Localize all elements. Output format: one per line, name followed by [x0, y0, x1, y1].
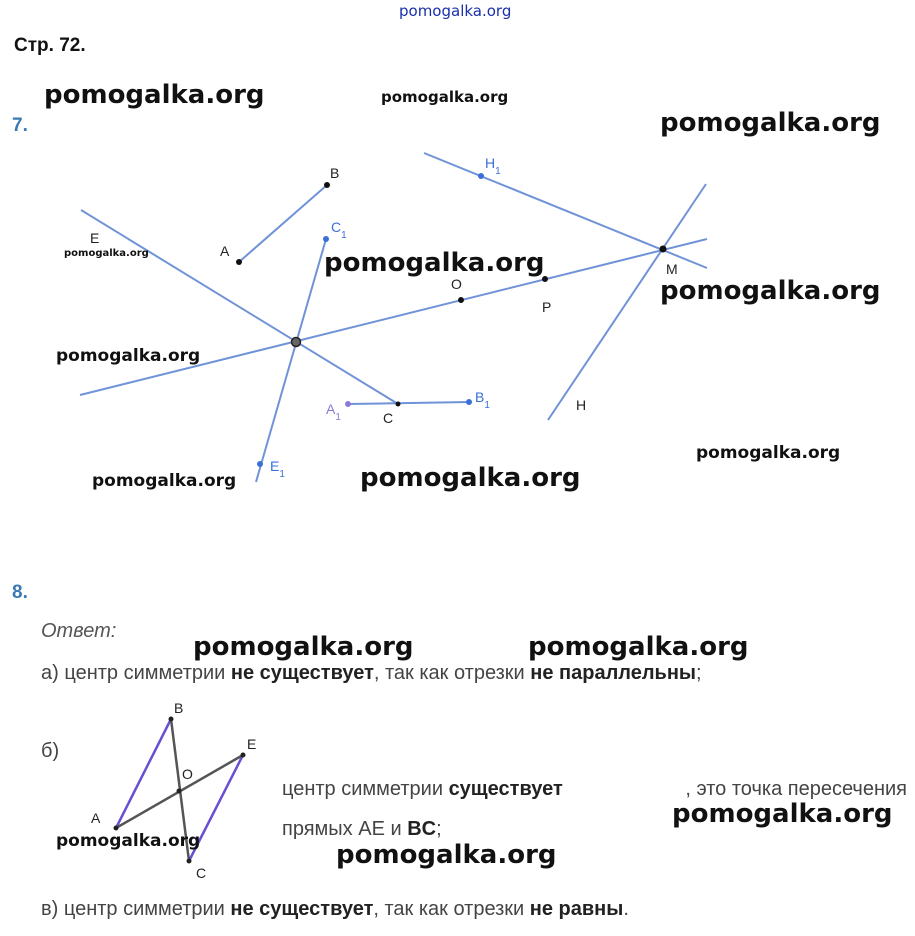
segment-ab: [239, 185, 327, 262]
watermark: pomogalka.org: [660, 108, 881, 138]
answer-label: Ответ:: [41, 620, 117, 642]
point-b: [169, 717, 174, 722]
task-7-number: 7.: [12, 115, 28, 136]
label-h: H: [576, 397, 587, 413]
label-c: C: [383, 410, 394, 426]
answer-a: а) центр симметрии не существует, так как отрезки не параллельны;: [41, 662, 702, 684]
label-e1: $E_1$: [270, 458, 285, 480]
watermark: pomogalka.org: [381, 88, 509, 106]
watermark: pomogalka.org: [360, 463, 581, 493]
point-c1: [323, 236, 329, 242]
point-a: [236, 259, 242, 265]
label-c1: $C_1$: [331, 219, 347, 241]
point-e1: [257, 461, 263, 467]
label-p: P: [542, 299, 552, 315]
label-b: B: [174, 700, 184, 716]
label-o: O: [182, 766, 193, 782]
label-h1: $H_1$: [485, 155, 501, 177]
page-title: Стр. 72.: [14, 35, 86, 56]
label-a: A: [220, 243, 230, 259]
point-b1: [466, 399, 472, 405]
watermark: pomogalka.org: [56, 346, 201, 366]
watermark: pomogalka.org: [660, 276, 881, 306]
label-m: M: [666, 261, 678, 277]
watermark: pomogalka.org: [193, 632, 414, 662]
point-h1: [478, 173, 484, 179]
watermark: pomogalka.org: [56, 831, 201, 851]
point-e: [241, 753, 246, 758]
line-e-c: [81, 210, 398, 404]
point-b: [324, 182, 330, 188]
watermark: pomogalka.org: [64, 248, 149, 259]
point-o: [458, 297, 464, 303]
label-e: E: [247, 736, 257, 752]
label-a1: $A_1$: [326, 401, 341, 423]
task-8b-figure: [80, 695, 280, 885]
watermark: pomogalka.org: [528, 632, 749, 662]
point-a: [114, 826, 119, 831]
segment-a1-b1: [348, 402, 469, 404]
task-8-number: 8.: [12, 582, 28, 603]
watermark: pomogalka.org: [696, 443, 841, 463]
top-watermark: pomogalka.org: [399, 2, 512, 20]
answer-b-line2: прямых AE и BC;: [282, 818, 442, 840]
point-a1: [345, 401, 351, 407]
line-c1-e1: [256, 239, 326, 482]
point-o: [177, 789, 182, 794]
watermark: pomogalka.org: [336, 840, 557, 870]
watermark: pomogalka.org: [324, 248, 545, 278]
answer-b-line1: центр симметрии существует , это точка пересечения: [282, 778, 907, 800]
watermark: pomogalka.org: [92, 471, 237, 491]
label-a: A: [91, 810, 101, 826]
label-e: E: [90, 230, 100, 246]
point-center: [292, 338, 301, 347]
point-c: [187, 859, 192, 864]
watermark: pomogalka.org: [44, 80, 265, 110]
label-b: B: [330, 165, 340, 181]
point-m: [660, 246, 667, 253]
watermark: pomogalka.org: [672, 799, 893, 829]
label-b1: $B_1$: [475, 389, 490, 411]
point-c: [396, 402, 401, 407]
label-o: O: [451, 276, 462, 292]
answer-c: в) центр симметрии не существует, так как отрезки не равны.: [41, 898, 629, 920]
label-c: C: [196, 865, 207, 881]
answer-b-prefix: б): [41, 740, 60, 762]
